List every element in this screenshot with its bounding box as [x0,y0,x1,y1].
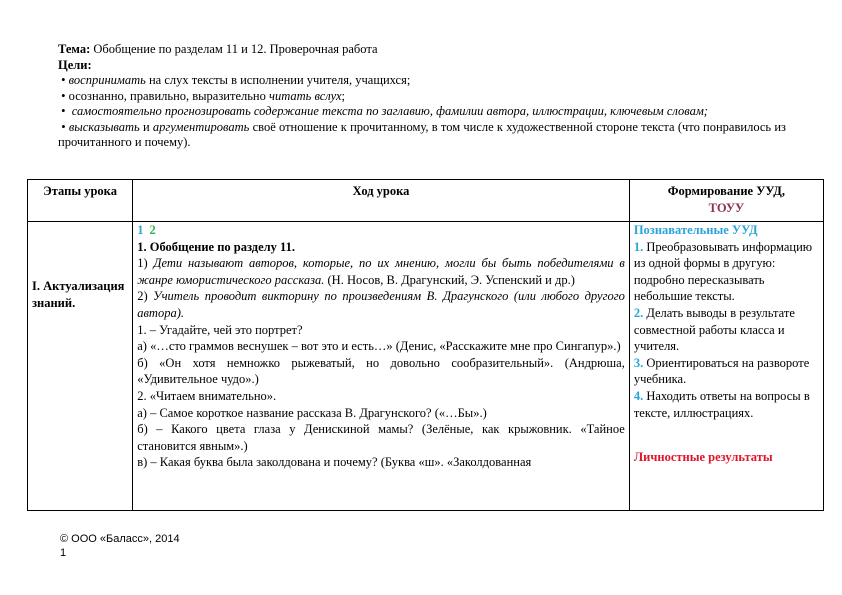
paragraph-2: 2) Учитель проводит викторину по произведениям В. Драгунского (или любого другого автора). [137,289,625,320]
marker-numbers [137,222,625,239]
marker-number-1: 1 [137,223,144,237]
goal-2: • осознанно, правильно, выразительно читать вслух; [58,88,346,103]
uud-item: 1. Преобразовывать информацию из одной формы в другую: подробно пересказывать небольшие тексты. [633,239,813,304]
uud-item: 3. Ориентироваться на развороте учебника. [633,355,810,387]
uud-item: 4. Находить ответы на вопросы в тексте, иллюстрациях. [633,388,810,420]
col-header-stages: Этапы урока [28,180,133,222]
goal-3: • самостоятельно прогнозировать содержание текста по заглавию, фамилии автора, иллюстрации, ключевым словам; [58,104,708,118]
topic-label: Тема: [58,42,91,56]
topic-text: Обобщение по разделам 11 и 12. Проверочная работа [90,42,378,56]
touu-label: ТОУУ [708,200,745,215]
question-1: 1. – Угадайте, чей это портрет? [137,322,303,337]
page-footer [60,532,180,560]
question-1b: б) «Он хотя немножко рыжеватый, но довольно сообразительный». (Андрюша, «Удивительное чудо».) [137,355,625,387]
goals-label: Цели: [58,57,92,72]
section-title: 1. Обобщение по разделу 11. [137,239,295,254]
uud-cell [629,222,823,511]
personal-results-title: Личностные результаты [633,450,773,465]
lesson-flow-cell [133,222,630,511]
goal-4: • высказывать и аргументировать своё отношение к прочитанному, в том числе к художественной стороне текста (что понравилось из прочитанного и почему). [58,119,786,149]
page-number: 1 [60,547,67,559]
table-row [28,222,824,511]
copyright: © ООО «Баласс», 2014 [60,533,180,545]
marker-number-2: 2 [149,223,156,237]
goal-1: • воспринимать на слух тексты в исполнении учителя, учащихся; [58,73,411,87]
question-2: 2. «Читаем внимательно». [137,388,277,403]
paragraph-1: 1) Дети называют авторов, которые, по их мнению, могли бы быть победителями в жанре юмористического рассказа. (Н. Носов, В. Драгунский, Э. Успенский и др.) [137,256,625,287]
table-header-row [28,180,824,222]
question-2c: в) – Какая буква была заколдована и почему? (Буква «ш». «Заколдованная [137,455,532,470]
col-header-uud: Формирование УУД, ТОУУ [629,180,823,222]
uud-title: Познавательные УУД [633,223,758,237]
col-header-lesson-flow: Ход урока [133,180,630,222]
question-2a: а) – Самое короткое название рассказа В. Драгунского? («…Бы».) [137,405,487,420]
stage-cell: I. Актуализация знаний. [28,222,133,511]
topic-line [58,42,786,58]
lesson-table [27,179,824,511]
lesson-header [58,42,786,151]
question-2b: б) – Какого цвета глаза у Денискиной мамы? (Зелёные, как крыжовник. «Тайное становится явным».) [137,422,625,453]
uud-item: 2. Делать выводы в результате совместной работы класса и учителя. [633,305,795,354]
question-1a: а) «…сто граммов веснушек – вот это и есть…» (Денис, «Расскажите мне про Сингапур».) [137,339,621,354]
